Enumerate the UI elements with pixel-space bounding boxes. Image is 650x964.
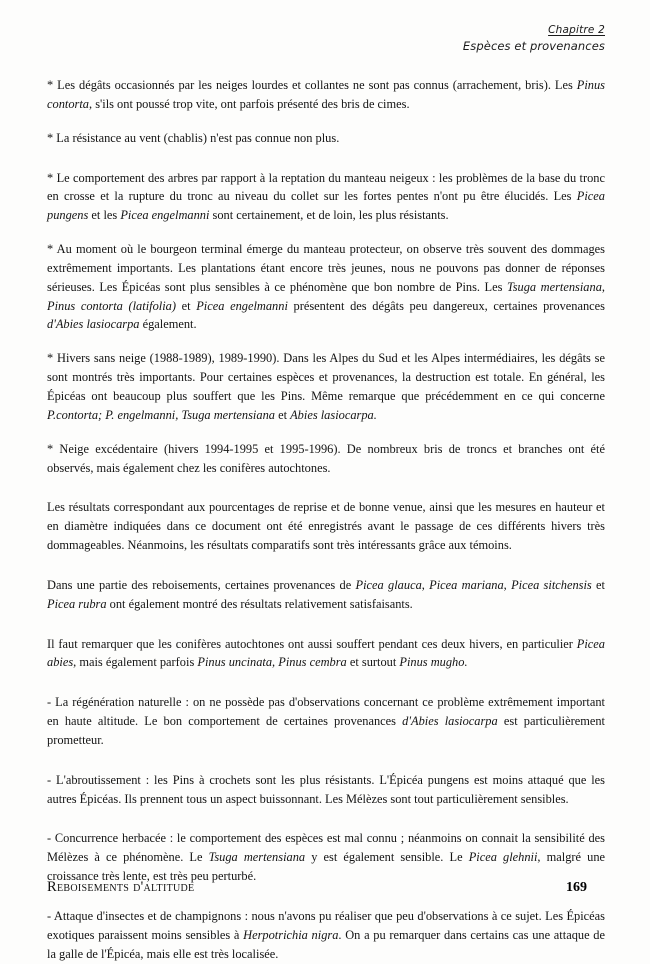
page-footer <box>47 879 605 896</box>
paragraph-resultats-pourcentages: Les résultats correspondant aux pourcentages de reprise et de bonne venue, ainsi que les mesures en hauteur et en diamètre indiquées dans ce document ont été enregistrés avant le passage de ces différents hivers très dommageables. Néanmoins, les résultats comparatifs sont très intéressants grâce aux témoins. <box>47 500 605 553</box>
paragraph-bourgeon-terminal: * Au moment où le bourgeon terminal émerge du manteau protecteur, on observe très souvent des dommages extrêmement importants. Les plantations étant encore très jeunes, nous ne pouvons pas donner de réponses sérieuses. Les Épicéas sont plus sensibles à ce phénomène que bon nombre de Pins. Les Tsuga mertensiana, Pinus contorta (latifolia) et Picea engelmanni présentent des dégâts peu dangereux, certaines provenances d'Abies lasiocarpa également. <box>47 242 606 332</box>
paragraph-concurrence-herbacee: - Concurrence herbacée : le comportement des espèces est mal connu ; néanmoins on connait la sensibilité des Mélèzes à ce phénomène. Le Tsuga mertensiana y est également sensible. Le Picea glehnii, malgré une croissance très lente, est très peu perturbé. <box>47 831 606 884</box>
paragraph-degats-neiges-lourdes: * Les dégâts occasionnés par les neiges lourdes et collantes ne sont pas connus (arrachement, bris). Les Pinus contorta, s'ils ont poussé trop vite, ont parfois présenté des bris de cimes. <box>47 78 605 111</box>
paragraph-hivers-sans-neige: * Hivers sans neige (1988-1989), 1989-1990). Dans les Alpes du Sud et les Alpes intermédiaires, les dégâts se sont montrés très importants. Pour certaines espèces et provenances, la destruction est totale. En général, les Épicéas ont beaucoup plus souffert que les Pins. Même remarque que précédemment en ce qui concerne P.contorta; P. engelmanni, Tsuga mertensiana et Abies lasiocarpa. <box>47 351 605 422</box>
paragraph-provenances-picea: Dans une partie des reboisements, certaines provenances de Picea glauca, Picea mariana, Picea sitchensis et Picea rubra ont également montré des résultats relativement satisfaisants. <box>47 577 605 611</box>
paragraph-coniferes-autochtones: Il faut remarquer que les conifères autochtones ont aussi souffert pendant ces deux hivers, en particulier Picea abies, mais également parfois Pinus uncinata, Pinus cembra et surtout Pinus mugho. <box>47 636 605 670</box>
chapter-label: Chapitre 2 <box>548 24 605 36</box>
page-number: 169 <box>566 880 587 895</box>
running-head <box>463 24 605 54</box>
paragraph-comportement-reptation: * Le comportement des arbres par rapport à la reptation du manteau neigeux : les problèmes de la base du tronc en crosse et la rupture du tronc au niveau du collet sur les fortes pentes n'ont pu être élucidés. Les Picea pungens et les Picea engelmanni sont certainement, et de loin, les plus résistants. <box>47 170 605 223</box>
body-text <box>47 76 605 964</box>
paragraph-attaque-insectes-champignons: - Attaque d'insectes et de champignons : nous n'avons pu réaliser que peu d'observations à ce sujet. Les Épicéas exotiques paraissent moins sensibles à Herpotrichia nigra. On a pu remarquer dans certains cas une attaque de la galle de l'Épicéa, mais elle est très localisée. <box>47 909 605 961</box>
paragraph-resistance-au-vent: * La résistance au vent (chablis) n'est pas connue non plus. <box>47 130 340 145</box>
paragraph-neige-excedentaire: * Neige excédentaire (hivers 1994-1995 et 1995-1996). De nombreux bris de troncs et branches ont été observés, mais également chez les conifères autochtones. <box>47 441 605 475</box>
footer-book-title: Reboisements d'altitude <box>47 879 195 895</box>
chapter-subtitle: Espèces et provenances <box>462 39 605 54</box>
paragraph-regeneration-naturelle: - La régénération naturelle : on ne possède pas d'observations concernant ce problème extrêmement important en haute altitude. Le bon comportement de certaines provenances d'Abies lasiocarpa est particulièrement prometteur. <box>47 695 605 747</box>
paragraph-abroutissement: - L'abroutissement : les Pins à crochets sont les plus résistants. L'Épicéa pungens est moins attaqué que les autres Épicéas. Ils prennent tous un aspect buissonnant. Les Mélèzes sont tout particulièrement sensibles. <box>47 772 605 806</box>
